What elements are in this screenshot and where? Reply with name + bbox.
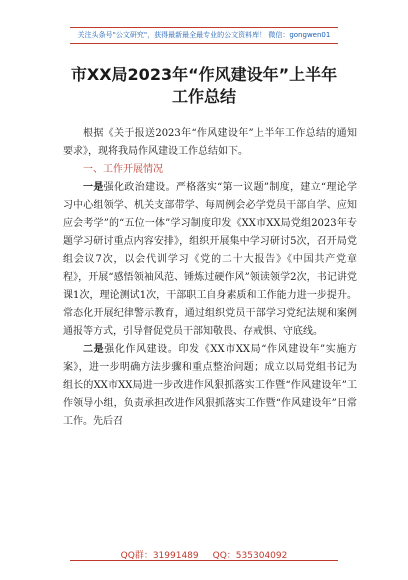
section-heading: 一、工作开展情况 (83, 164, 163, 175)
footer-qq-group: QQ群：31991489 (120, 551, 199, 561)
footer-rule (70, 560, 338, 561)
intro-paragraph: 根据《关于报送2023年“作风建设年”上半年工作总结的通知要求》，现将我局作风建设工作总结如下。 (63, 128, 357, 157)
header-banner: 关注头条号"公文研究"，获得最新最全最专业的公文资料库！ 微信：gongwen01 (70, 27, 338, 44)
document-title (40, 64, 368, 108)
paragraph-1 (63, 179, 357, 341)
paragraph-2-text: 强化作风建设。印发《XX市XX局“作风建设年”实施方案》，进一步明确方法步骤和重点整治问题；成立以局党组书记为组长的XX市XX局进一步改进作风狠抓落实工作暨“作风建设年”工作领导小组，负责承担改进作风狠抓落实工作暨“作风建设年”日常工作。先后召 (63, 344, 358, 427)
paragraph-1-lead: 一是 (83, 182, 104, 193)
paragraph-2 (63, 341, 357, 431)
footer-qq: QQ：535304092 (212, 551, 288, 561)
paragraph-1-text: 强化政治建设。严格落实“第一议题”制度，建立“理论学习中心组领学、机关支部带学、每周例会必学党员干部自学、应知应会考学”的“五位一体”学习制度印发《XX市XX局党组2023年专题学习研讨重点内容安排》，组织开展集中学习研讨5次，召开局党组会议7次，以会代训学习《党的二十大报告》《中国共产党章程》，开展“感悟领袖风范、锤炼过硬作风”领读领学2次，书记讲党课1次，理论测试1次，干部职工自身素质和工作能力进一步提升。常态化开展纪律警示教育，通过组织党员干部学习党纪法规和案例通报等方式，引导督促党员干部知敬畏、存戒惧、守底线。 (63, 182, 358, 337)
paragraph-2-lead: 二是 (83, 344, 105, 355)
document-body (63, 125, 357, 431)
title-line-1: 市XX局2023年“作风建设年”上半年 (70, 65, 338, 84)
title-line-2: 工作总结 (171, 87, 236, 106)
